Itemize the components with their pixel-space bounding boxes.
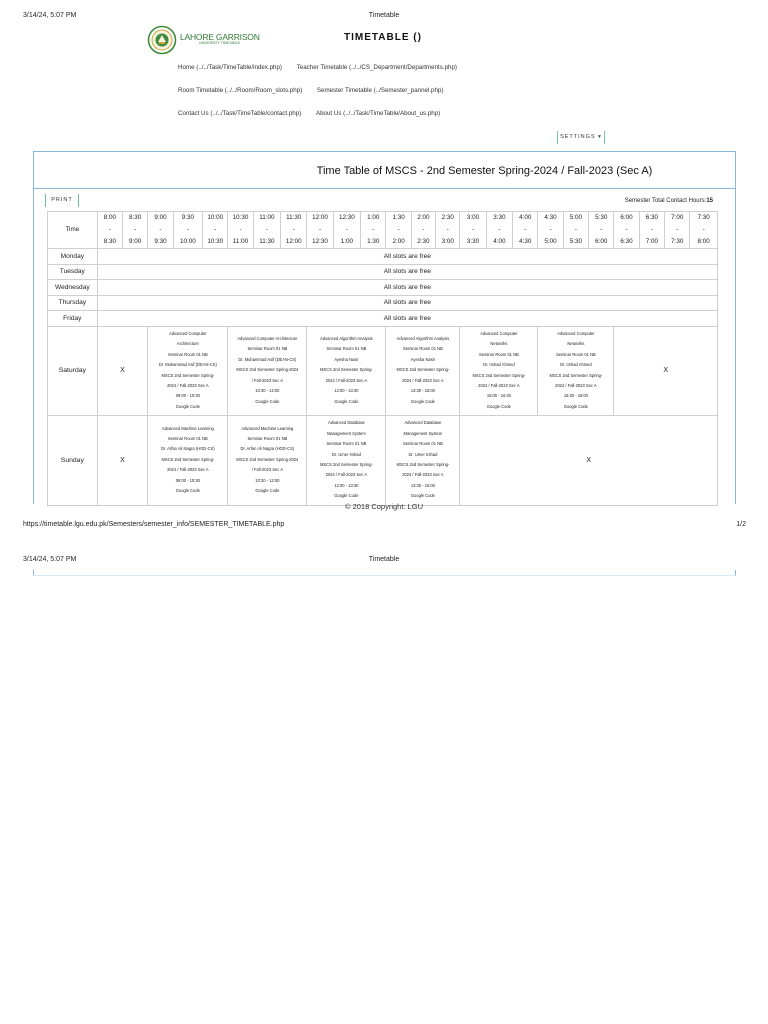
class-session-line: Google Code bbox=[486, 403, 511, 409]
class-session-line: 09:00 - 10:30 bbox=[175, 477, 200, 483]
time-slot-header bbox=[614, 212, 639, 249]
free-slots-cell: All slots are free bbox=[97, 249, 717, 265]
timetable-title: Time Table of MSCS - 2nd Semester Spring-2024 / Fall-2023 (Sec A) bbox=[316, 165, 653, 177]
time-slot-part: - bbox=[292, 226, 295, 233]
class-session-line: Seminar Room 01 NB bbox=[402, 441, 443, 447]
time-slot-part: 7:00 bbox=[645, 238, 658, 245]
day-row bbox=[48, 280, 718, 296]
class-session-line: 2024 / Fall-2023 Sec A bbox=[325, 472, 368, 478]
class-session-line: MSCS 2nd Semester Spring- bbox=[396, 367, 450, 373]
time-slot-part: 8:00 bbox=[103, 214, 116, 221]
class-session-cell[interactable] bbox=[307, 326, 386, 415]
nav-row-3 bbox=[178, 110, 440, 117]
time-slot-part: - bbox=[498, 226, 501, 233]
time-slot-part: 4:00 bbox=[519, 214, 532, 221]
class-session-line: MSCS 2nd Semester Spring- bbox=[396, 462, 450, 467]
print-title-page-2: Timetable bbox=[368, 556, 400, 563]
time-slot-part: - bbox=[574, 226, 577, 233]
time-slot-part: - bbox=[471, 226, 475, 233]
time-slot-part: 6:00 bbox=[620, 214, 633, 221]
class-session-line: MSCS 2nd Semester Spring-2024 bbox=[236, 367, 299, 373]
time-slot-header bbox=[690, 212, 718, 249]
time-slot-part: - bbox=[186, 226, 189, 233]
class-session-cell[interactable] bbox=[386, 415, 460, 505]
page-2-panel-edge bbox=[33, 570, 736, 576]
time-slot-part: - bbox=[134, 226, 137, 233]
time-slot-part: 12:30 bbox=[312, 238, 328, 245]
time-slot-part: 8:30 bbox=[129, 214, 142, 221]
panel-divider bbox=[34, 188, 735, 189]
time-slot-header bbox=[538, 212, 563, 249]
time-slot-part: 12:00 bbox=[312, 214, 328, 221]
time-slot-part: 11:30 bbox=[259, 238, 275, 245]
class-session-line: 12:00 - 13:30 bbox=[334, 388, 359, 394]
class-session-cell[interactable] bbox=[228, 415, 307, 505]
class-session-line: 2024 / Fall-2023 Sec A bbox=[402, 377, 444, 383]
university-emblem-icon bbox=[147, 25, 177, 55]
class-session-line: Advanced Algorithm Analysis bbox=[320, 336, 373, 342]
class-session-line: Architecture bbox=[176, 341, 199, 347]
class-session-line: 16:30 - 18:00 bbox=[563, 393, 588, 399]
time-slot-part: 5:00 bbox=[544, 238, 557, 245]
day-row bbox=[48, 326, 718, 415]
university-logo[interactable] bbox=[147, 25, 267, 55]
nav-link-teacher-timetable[interactable]: Teacher Timetable (../../CS_Department/Departments.php) bbox=[296, 64, 457, 71]
class-session-cell[interactable] bbox=[148, 415, 228, 505]
class-session-cell[interactable] bbox=[386, 326, 460, 415]
class-session-line: Ayesha Nasir bbox=[410, 356, 436, 362]
class-session-line: Dr. Arfan Ali Nagra (HOD-CS) bbox=[240, 446, 295, 452]
time-slot-part: - bbox=[239, 226, 242, 233]
class-session-line: 13:30 - 15:00 bbox=[410, 388, 435, 394]
time-slot-header bbox=[639, 212, 664, 249]
time-slot-part: 8:30 bbox=[103, 238, 116, 245]
class-session-line: Seminar Room 01 NB bbox=[167, 435, 208, 441]
time-slot-part: - bbox=[397, 226, 400, 233]
time-slot-part: - bbox=[676, 226, 679, 233]
time-slot-part: 11:00 bbox=[259, 214, 275, 221]
time-slot-part: 6:00 bbox=[595, 238, 608, 245]
day-label: Monday bbox=[48, 249, 98, 265]
time-slot-part: 3:00 bbox=[466, 214, 480, 221]
time-slot-part: 7:30 bbox=[697, 214, 710, 221]
class-session-cell[interactable] bbox=[307, 415, 386, 505]
time-slot-part: - bbox=[345, 226, 348, 233]
class-session-line: 12:00 - 13:30 bbox=[334, 482, 359, 488]
class-session-line: Seminar Room 01 NB bbox=[402, 346, 443, 352]
contact-hours-value: 15 bbox=[706, 198, 713, 204]
class-session-line: Networks bbox=[490, 341, 508, 347]
day-row bbox=[48, 249, 718, 265]
time-header-row bbox=[48, 212, 718, 249]
time-slot-part: 11:00 bbox=[232, 238, 249, 245]
time-header-label: Time bbox=[48, 212, 98, 249]
class-session-line: MSCS 2nd Semester Spring-2024 bbox=[236, 456, 299, 462]
print-date-page-2: 3/14/24, 5:07 PM bbox=[23, 556, 77, 563]
class-session-line: 2024 / Fall-2023 Sec A bbox=[478, 382, 520, 388]
time-slot-header bbox=[589, 212, 614, 249]
print-title: Timetable bbox=[368, 12, 400, 19]
free-slots-cell: All slots are free bbox=[97, 311, 717, 327]
time-slot-header bbox=[665, 212, 690, 249]
class-session-cell[interactable] bbox=[228, 326, 307, 415]
print-button[interactable]: PRINT bbox=[45, 194, 79, 207]
time-slot-part: 11:30 bbox=[286, 214, 302, 221]
class-session-line: Advanced Computer bbox=[169, 330, 207, 336]
empty-slot-cell: X bbox=[460, 415, 718, 505]
class-session-line: Google Code bbox=[334, 493, 359, 499]
day-row bbox=[48, 415, 718, 505]
time-slot-part: 5:30 bbox=[595, 214, 608, 221]
class-session-line: 2024 / Fall-2023 Sec A bbox=[325, 377, 368, 383]
time-slot-part: - bbox=[549, 226, 552, 233]
time-slot-part: 8:00 bbox=[697, 238, 710, 245]
time-slot-part: 3:00 bbox=[441, 238, 454, 245]
time-slot-header bbox=[148, 212, 173, 249]
time-slot-part: 3:30 bbox=[493, 214, 506, 221]
class-session-line: MSCS 2nd Semester Spring- bbox=[320, 367, 373, 373]
class-session-line: 10:30 - 12:00 bbox=[255, 477, 280, 483]
time-slot-part: 9:00 bbox=[129, 238, 142, 245]
class-session-line: Google Code bbox=[410, 398, 435, 404]
class-session-line: Ayesha Nasir bbox=[334, 356, 359, 362]
time-slot-part: - bbox=[372, 226, 375, 233]
time-slot-part: 4:30 bbox=[519, 238, 532, 245]
class-session-line: Dr. Irshad Ahmed bbox=[560, 362, 592, 368]
class-session-line: Seminar Room 01 NB bbox=[247, 346, 288, 352]
time-slot-part: - bbox=[159, 226, 162, 233]
time-slot-part: 9:30 bbox=[154, 238, 167, 245]
time-slot-header bbox=[436, 212, 460, 249]
time-slot-part: 10:30 bbox=[207, 238, 224, 245]
print-header-page-2 bbox=[0, 556, 768, 568]
class-session-line: Google Code bbox=[175, 403, 200, 409]
class-session-cell[interactable] bbox=[148, 326, 228, 415]
class-session-line: Advanced Database bbox=[327, 420, 365, 426]
time-slot-part: - bbox=[214, 226, 217, 233]
day-label: Tuesday bbox=[48, 264, 98, 280]
time-slot-header bbox=[97, 212, 122, 249]
class-session-line: MSCS 2nd Semester Spring- bbox=[472, 372, 526, 378]
class-session-line: Seminar Room 01 NB bbox=[478, 351, 519, 357]
class-session-line: Dr. Umer Irshad bbox=[331, 451, 361, 457]
class-session-line: MSCS 2nd Semester Spring- bbox=[549, 372, 603, 378]
time-slot-part: - bbox=[625, 226, 628, 233]
time-slot-header bbox=[228, 212, 253, 249]
time-slot-header bbox=[122, 212, 147, 249]
time-slot-part: 2:30 bbox=[441, 214, 454, 221]
class-session-line: Dr. Umer Irshad bbox=[408, 451, 438, 457]
class-session-line: Seminar Room 01 NB bbox=[555, 351, 596, 357]
time-slot-header bbox=[411, 212, 435, 249]
nav-link-home[interactable]: Home (../../Task/TimeTable/index.php) bbox=[178, 64, 282, 71]
time-slot-part: 1:30 bbox=[367, 238, 380, 245]
time-slot-part: 4:30 bbox=[544, 214, 557, 221]
class-session-line: MSCS 2nd Semester Spring- bbox=[320, 462, 373, 467]
time-slot-part: - bbox=[108, 226, 111, 233]
class-session-line: Management System bbox=[403, 430, 443, 436]
class-session-line: 09:00 - 10:30 bbox=[175, 393, 200, 399]
class-session-line: / Fall-2023 Sec A bbox=[251, 377, 283, 383]
day-row bbox=[48, 295, 718, 311]
empty-slot-cell: X bbox=[614, 326, 718, 415]
class-session-line: Google Code bbox=[563, 403, 588, 409]
print-url: https://timetable.lgu.edu.pk/Semesters/semester_info/SEMESTER_TIMETABLE.php bbox=[23, 521, 285, 528]
day-row bbox=[48, 311, 718, 327]
class-session-line: 10:30 - 12:00 bbox=[255, 388, 280, 394]
time-slot-header bbox=[361, 212, 386, 249]
class-session-line: Seminar Room 01 NB bbox=[326, 441, 367, 447]
settings-dropdown-button[interactable]: SETTINGS ▾ bbox=[557, 131, 605, 144]
print-page-number: 1/2 bbox=[736, 521, 746, 528]
class-session-line: Networks bbox=[567, 341, 585, 347]
class-session-line: Advanced Database bbox=[404, 420, 442, 426]
day-label: Friday bbox=[48, 311, 98, 327]
nav-row-1 bbox=[178, 64, 457, 71]
page-title: TIMETABLE () bbox=[344, 32, 422, 43]
day-label: Thursday bbox=[48, 295, 98, 311]
free-slots-cell: All slots are free bbox=[97, 295, 717, 311]
time-slot-part: 4:00 bbox=[493, 238, 506, 245]
day-row bbox=[48, 264, 718, 280]
contact-hours bbox=[625, 198, 713, 204]
time-slot-part: 12:30 bbox=[339, 214, 355, 221]
class-session-line: Seminar Room 01 NB bbox=[247, 435, 288, 441]
class-session-line: Google Code bbox=[334, 398, 359, 404]
logo-sub-text: UNIVERSITY TIMETABLE bbox=[199, 41, 241, 45]
class-session-cell[interactable] bbox=[538, 326, 614, 415]
time-slot-part: - bbox=[265, 226, 268, 233]
empty-slot-cell: X bbox=[97, 326, 148, 415]
time-slot-part: 2:30 bbox=[417, 238, 430, 245]
free-slots-cell: All slots are free bbox=[97, 264, 717, 280]
day-label: Saturday bbox=[48, 326, 98, 415]
time-slot-part: 6:30 bbox=[645, 214, 658, 221]
time-slot-part: 1:00 bbox=[340, 238, 354, 245]
time-slot-part: 2:00 bbox=[417, 214, 430, 221]
time-slot-part: 10:00 bbox=[179, 238, 196, 245]
class-session-line: 2024 / Fall-2023 Sec A bbox=[167, 467, 209, 473]
empty-slot-cell: X bbox=[97, 415, 148, 505]
time-slot-header bbox=[253, 212, 280, 249]
day-label: Wednesday bbox=[48, 280, 98, 296]
nav-row-2 bbox=[178, 87, 443, 94]
class-session-line: Advanced Machine Learning bbox=[241, 425, 294, 431]
time-slot-part: 1:00 bbox=[367, 214, 380, 221]
time-slot-header bbox=[333, 212, 360, 249]
time-slot-header bbox=[513, 212, 538, 249]
time-slot-part: - bbox=[600, 226, 603, 233]
class-session-line: Dr. Arfan Ali Nagra (HOD-CS) bbox=[160, 446, 215, 452]
class-session-line: MSCS 2nd Semester Spring- bbox=[161, 372, 215, 378]
class-session-line: 15:00 - 16:30 bbox=[486, 393, 511, 399]
nav-link-room-timetable[interactable]: Room Timetable (../../Room/Room_slots.php) bbox=[178, 87, 303, 94]
class-session-line: 13:30 - 15:00 bbox=[410, 482, 435, 488]
time-slot-header bbox=[281, 212, 307, 249]
class-session-line: Advanced Machine Learning bbox=[161, 425, 214, 431]
free-slots-cell: All slots are free bbox=[97, 280, 717, 296]
copyright: © 2018 Copyright: LGU bbox=[344, 502, 424, 511]
time-slot-part: 9:00 bbox=[154, 214, 167, 221]
class-session-line: Dr. Muhammad Asif (DEAN-CS) bbox=[238, 356, 297, 362]
class-session-line: Advanced Computer Architecture bbox=[237, 336, 298, 342]
class-session-line: Google Code bbox=[255, 488, 280, 494]
class-session-line: Advanced Computer bbox=[557, 330, 595, 336]
class-session-line: Google Code bbox=[255, 398, 280, 404]
nav-link-semester-timetable[interactable]: Semester Timetable (../Semester_pannel.php) bbox=[316, 87, 444, 94]
time-slot-header bbox=[486, 212, 512, 249]
time-slot-part: - bbox=[422, 226, 425, 233]
class-session-line: 2024 / Fall-2023 Sec A bbox=[402, 472, 444, 478]
class-session-line: Google Code bbox=[175, 488, 200, 494]
class-session-line: Dr. Irshad Ahmed bbox=[483, 362, 515, 368]
time-slot-part: - bbox=[319, 226, 322, 233]
class-session-line: Seminar Room 01 NB bbox=[167, 351, 208, 357]
time-slot-header bbox=[203, 212, 228, 249]
nav-link-about-us[interactable]: About Us (../../Task/TimeTable/About_us.php) bbox=[315, 110, 441, 117]
logo-brand-text: LAHORE GARRISON bbox=[180, 32, 260, 42]
time-slot-part: 9:30 bbox=[181, 214, 194, 221]
time-slot-header bbox=[307, 212, 333, 249]
class-session-cell[interactable] bbox=[460, 326, 538, 415]
class-session-line: Advanced Computer bbox=[480, 330, 518, 336]
time-slot-part: 5:00 bbox=[569, 214, 583, 221]
class-session-line: Dr. Muhammad Asif (DEAN-CS) bbox=[158, 362, 217, 368]
nav-link-contact-us[interactable]: Contact Us (../../Task/TimeTable/contact.php) bbox=[178, 110, 302, 117]
time-slot-part: - bbox=[524, 226, 527, 233]
day-label: Sunday bbox=[48, 415, 98, 505]
time-slot-part: 2:00 bbox=[392, 238, 405, 245]
time-slot-part: 12:00 bbox=[285, 238, 302, 245]
print-header bbox=[0, 12, 768, 24]
time-slot-header bbox=[563, 212, 588, 249]
timetable-grid bbox=[47, 211, 718, 506]
class-session-line: 2024 / Fall-2023 Sec A bbox=[167, 382, 209, 388]
time-slot-header bbox=[173, 212, 202, 249]
class-session-line: Seminar Room 01 NB bbox=[326, 346, 367, 352]
time-slot-part: 6:30 bbox=[620, 238, 633, 245]
time-slot-part: 1:30 bbox=[392, 214, 405, 221]
time-slot-header bbox=[386, 212, 411, 249]
time-slot-part: 3:30 bbox=[466, 238, 480, 245]
time-slot-part: 7:00 bbox=[671, 214, 684, 221]
class-session-line: 2024 / Fall-2023 Sec A bbox=[555, 382, 597, 388]
time-slot-part: 10:30 bbox=[232, 214, 249, 221]
class-session-line: Advanced Algorithm Analysis bbox=[396, 336, 450, 342]
class-session-line: Management System bbox=[327, 430, 366, 436]
class-session-line: / Fall-2023 Sec A bbox=[251, 467, 283, 473]
time-slot-part: - bbox=[446, 226, 449, 233]
contact-hours-label: Semester Total Contact Hours: bbox=[624, 198, 707, 204]
time-slot-part: - bbox=[702, 226, 705, 233]
print-date: 3/14/24, 5:07 PM bbox=[23, 12, 77, 19]
time-slot-part: 5:30 bbox=[569, 238, 583, 245]
class-session-line: MSCS 2nd Semester Spring- bbox=[161, 456, 215, 462]
time-slot-part: 10:00 bbox=[207, 214, 224, 221]
class-session-line: Google Code bbox=[410, 493, 435, 499]
time-slot-part: 7:30 bbox=[671, 238, 684, 245]
time-slot-header bbox=[460, 212, 486, 249]
time-slot-part: - bbox=[650, 226, 653, 233]
